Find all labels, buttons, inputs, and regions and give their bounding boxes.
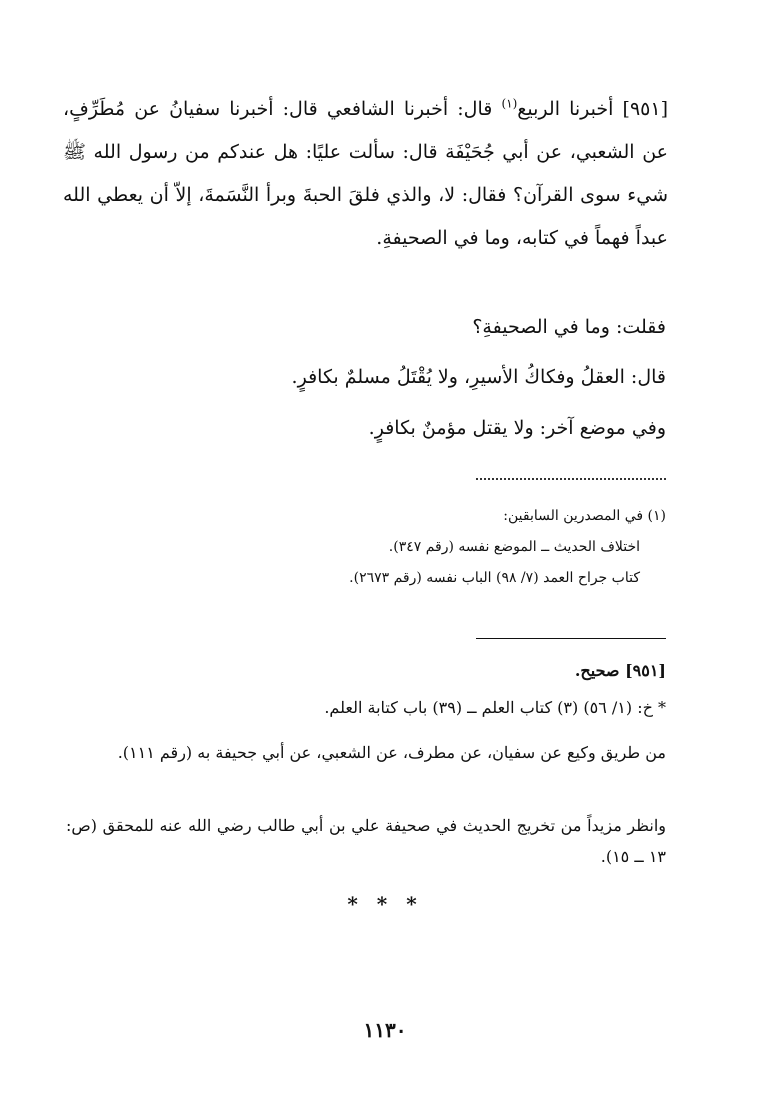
hadith-number-and-narrator: [٩٥١] أخبرنا الربيع — [517, 98, 668, 120]
footnote-reference: (١) — [501, 96, 518, 111]
footnote-item: اختلاف الحديث ــ الموضع نفسه (رقم ٣٤٧). — [388, 539, 640, 555]
section-separator: * * * — [347, 892, 423, 916]
variant-paragraph: وفي موضع آخر: ولا يقتل مؤمنٌ بكافرٍ. — [368, 417, 666, 439]
footnote-heading: (١) في المصدرين السابقين: — [503, 508, 666, 524]
hadith-body: قال: أخبرنا الشافعي قال: أخبرنا سفيانُ عن مُطَرِّفٍ، عن الشعبي، عن أبي جُحَيْفَة قال: سألت عليًا: هل عندكم من رسول الله ﷺ شيء سوى القرآن؟ فقال: لا، والذي فلقَ الحبةَ وبرأ النَّسَمةَ، إلاّ أن يعطي الله عبداً فهماً في كتابه، وما في الصحيفةِ. — [63, 98, 668, 249]
takhrij-route: من طريق وكيع عن سفيان، عن مطرف، عن الشعبي، عن أبي جحيفة به (رقم ١١١). — [117, 743, 666, 762]
footnote-divider — [476, 478, 666, 480]
hadith-text — [63, 88, 668, 260]
takhrij-grade: [٩٥١] صحيح. — [574, 661, 666, 680]
answer-paragraph: قال: العقلُ وفكاكُ الأسيرِ، ولا يُقْتَلُ مسلمٌ بكافرٍ. — [291, 366, 666, 388]
page-number: ١١٣٠ — [363, 1018, 407, 1042]
footnote-item: كتاب جراح العمد (٧/ ٩٨) الباب نفسه (رقم ٢٦٧٣). — [349, 570, 640, 586]
question-paragraph: فقلت: وما في الصحيفةِ؟ — [472, 316, 666, 338]
takhrij-divider — [476, 638, 666, 639]
takhrij-source: * خ: (١/ ٥٦) (٣) كتاب العلم ــ (٣٩) باب كتابة العلم. — [324, 698, 666, 717]
takhrij-see-also: وانظر مزيداً من تخريج الحديث في صحيفة علي بن أبي طالب رضي الله عنه للمحقق (ص: ١٣ ــ ١٥). — [66, 816, 666, 866]
